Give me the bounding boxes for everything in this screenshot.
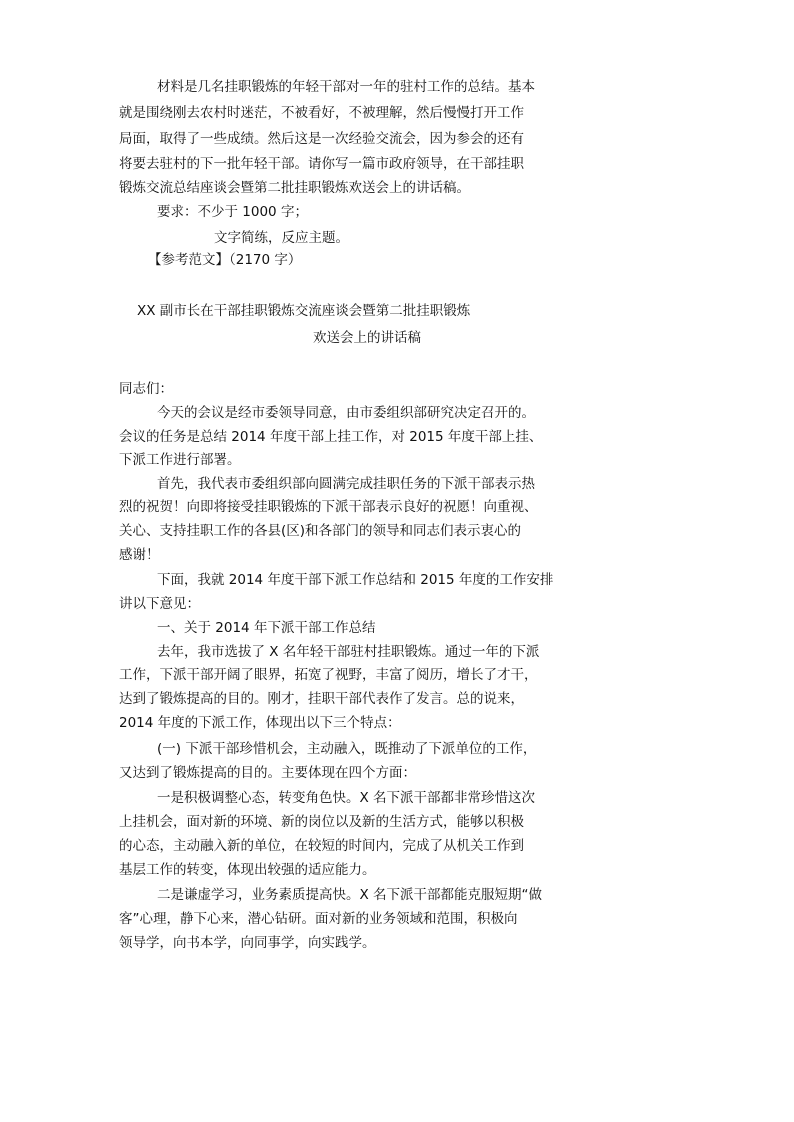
body-line-13: 达到了锻炼提高的目的。刚才，挂职干部代表作了发言。总的说来， (119, 691, 524, 707)
intro-line-3: 局面，取得了一些成绩。然后这是一次经验交流会，因为参会的还有 (119, 131, 524, 147)
body-line-22: 客”心理，静下心来，潜心钻研。面对新的业务领域和范围，积极向 (119, 911, 518, 927)
intro-line-5: 锻炼交流总结座谈会暨第二批挂职锻炼欢送会上的讲话稿。 (119, 180, 470, 196)
intro-line-4: 将要去驻村的下一批年轻干部。请你写一篇市政府领导，在干部挂职 (119, 156, 524, 172)
requirement-1: 要求：不少于 1000 字； (157, 204, 308, 220)
body-line-19: 的心态，主动融入新的单位，在较短的时间内，完成了从机关工作到 (119, 838, 524, 854)
body-line-3: 下派工作进行部署。 (119, 452, 241, 468)
intro-line-2: 就是围绕刚去农村时迷茫，不被看好，不被理解，然后慢慢打开工作 (119, 105, 524, 121)
body-line-16: 又达到了锻炼提高的目的。主要体现在四个方面： (119, 765, 416, 781)
section-heading-1: 一、关于 2014 年下派干部工作总结 (157, 620, 376, 636)
requirement-2: 文字简练，反应主题。 (214, 230, 349, 246)
greeting: 同志们： (119, 381, 173, 397)
speech-title-line-1: XX 副市长在干部挂职锻炼交流座谈会暨第二批挂职锻炼 (137, 303, 471, 319)
subsection-heading-1: (一) 下派干部珍惜机会，主动融入，既推动了下派单位的工作， (157, 741, 537, 757)
body-line-21: 二是谦虚学习，业务素质提高快。X 名下派干部都能克服短期“做 (157, 887, 543, 903)
speech-title-line-2: 欢送会上的讲话稿 (313, 330, 421, 346)
body-line-12: 工作，下派干部开阔了眼界，拓宽了视野，丰富了阅历，增长了才干， (119, 667, 538, 683)
reference-label: 【参考范文】（2170 字） (148, 252, 302, 268)
intro-line-1: 材料是几名挂职锻炼的年轻干部对一年的驻村工作的总结。基本 (157, 79, 535, 95)
body-line-20: 基层工作的转变，体现出较强的适应能力。 (119, 862, 376, 878)
body-line-5: 烈的祝贺！向即将接受挂职锻炼的下派干部表示良好的祝愿！向重视、 (119, 499, 538, 515)
body-line-7: 感谢！ (119, 547, 160, 563)
body-line-8: 下面，我就 2014 年度干部下派工作总结和 2015 年度的工作安排 (157, 572, 554, 588)
body-line-18: 上挂机会，面对新的环境、新的岗位以及新的生活方式，能够以积极 (119, 814, 524, 830)
body-line-23: 领导学，向书本学，向同事学，向实践学。 (119, 935, 376, 951)
body-line-14: 2014 年度的下派工作，体现出以下三个特点： (119, 715, 401, 731)
body-line-1: 今天的会议是经市委领导同意，由市委组织部研究决定召开的。 (157, 405, 535, 421)
body-line-9: 讲以下意见： (119, 596, 200, 612)
body-line-17: 一是积极调整心态，转变角色快。X 名下派干部都非常珍惜这次 (157, 790, 536, 806)
body-line-11: 去年，我市选拔了 X 名年轻干部驻村挂职锻炼。通过一年的下派 (157, 644, 540, 660)
body-line-6: 关心、支持挂职工作的各县(区)和各部门的领导和同志们表示衷心的 (119, 523, 522, 539)
body-line-4: 首先，我代表市委组织部向圆满完成挂职任务的下派干部表示热 (157, 476, 535, 492)
body-line-2: 会议的任务是总结 2014 年度干部上挂工作，对 2015 年度干部上挂、 (119, 429, 543, 445)
